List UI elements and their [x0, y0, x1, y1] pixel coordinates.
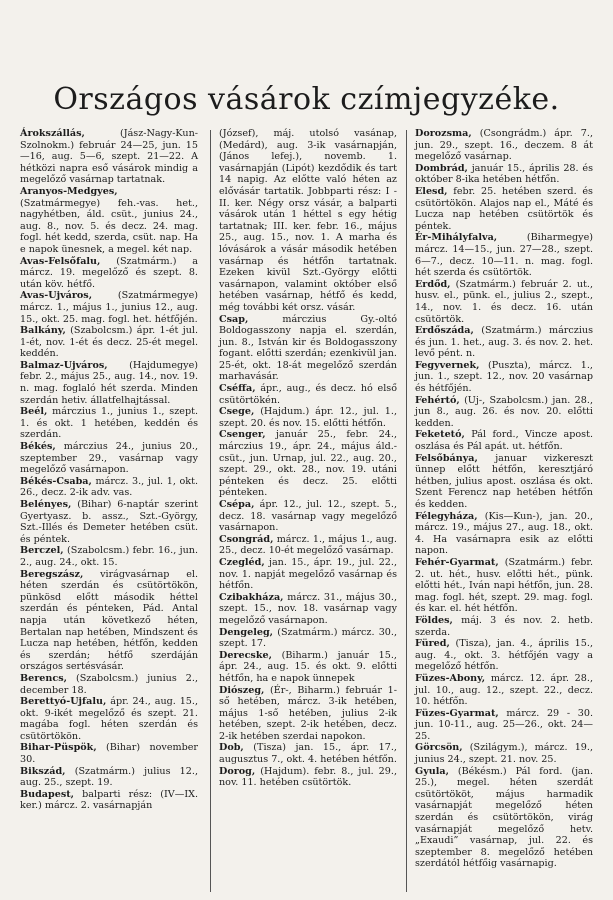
fair-dates: ápr. 24., aug. 15., okt. 9-ikét megelőző és szept. 21. magába fogl. héten szerdán és csütörtökön. [20, 696, 198, 742]
town-name: Dorozsma, [415, 128, 472, 139]
town-name: Füzes-Gyarmat, [415, 707, 499, 719]
fair-dates: jan. 15., ápr. 19., jul. 22., nov. 1. napját megelőző vasárnap és hétfőn. [219, 556, 397, 592]
fair-entry [415, 615, 593, 638]
fair-entry [219, 627, 397, 650]
town-name: Ér-Mihályfalva, [415, 232, 498, 244]
town-name: Berettyó-Ujfalu, [20, 696, 107, 708]
fair-dates: január 15., április 28. és október 8-ika hetében hétfőn. [415, 162, 593, 186]
town-name: Budapest, [20, 788, 74, 800]
fair-dates: márcz. 29 - 30. jun. 10-11., aug. 25—26., okt. 24—25. [415, 707, 593, 742]
town-name: Avas-Felsőfalu, [20, 255, 101, 267]
town-name: Dombrád, [415, 162, 468, 174]
fair-dates: január 25., febr. 24., márczius 19., ápr. 24., május áld.-csüt., jun. Urnap, jul. 22., aug. 20., szept. 29., okt. 28., nov. 19. utáni pénteken és decz. 25. előtti pénteken. [219, 429, 397, 499]
fair-dates: (Szatmárm.) márcz. 30., szept. 17. [219, 626, 397, 650]
town-name: Csege, [219, 406, 255, 418]
town-name: Balmaz-Ujváros, [20, 359, 108, 371]
fair-entry [415, 186, 593, 232]
town-name: Dob, [219, 742, 244, 754]
fair-dates: (Biharm.) január 15., ápr. 24., aug. 15. és okt. 9. előtti hétfőn, ha e napok ünnepek [219, 649, 397, 684]
fair-dates: (Jász-Nagy-Kun-Szolnokm.) február 24—25, jun. 15—16, aug. 5—6, szept. 21—22. A hétközi napra eső vásárok mindig a megelőző vasárnap tartatnak. [20, 128, 198, 186]
fair-dates: (Kis—Kun-), jan. 20., márcz. 19., május 27., aug. 18., okt. 4. Ha vasárnapra esik az előtti napon. [415, 510, 593, 557]
fair-dates: (Szatmárm.) a márcz. 19. megelőző és szept. 8. után köv. hétfő. [20, 255, 198, 290]
fair-entry [415, 128, 593, 163]
fair-dates: ápr., aug., és decz. hó első csütörtökén. [219, 383, 397, 406]
fair-entry [415, 360, 593, 395]
fair-dates: (Uj-, Szabolcsm.) jan. 28., jun 8., aug. 26. és nov. 20. előtti kedden. [415, 394, 593, 429]
fair-dates: febr. 25. hetében szerd. és csütörtökön. Alajos nap el., Máté és Lucza nap hetében csütörtök és péntek. [415, 185, 593, 232]
fair-dates: márcz. 3., jul. 1, okt. 26., decz. 2-ik adv. vas. [20, 475, 198, 499]
fair-entry [20, 499, 198, 545]
fair-entry [219, 499, 397, 534]
fair-entry [415, 673, 593, 708]
fair-dates: márcz. 1., május 1., aug. 25., decz. 10-ét megelőző vasárnap. [219, 533, 397, 557]
fair-entry [20, 569, 198, 673]
fair-entry [415, 163, 593, 186]
town-name: Csap, [219, 313, 249, 325]
fair-entry [219, 429, 397, 499]
town-name: Cséffa, [219, 383, 256, 395]
fair-dates: márcz. 12. ápr. 28., jul. 10., aug. 12., szept. 22., decz. 10. hétfőn. [415, 672, 593, 708]
fair-dates: máj. 3 és nov. 2. hetb. szerda. [415, 614, 593, 638]
fair-dates: (Szabolcsm.) febr. 16., jun. 2., aug. 24., okt. 15. [20, 545, 198, 568]
fair-dates: (Szatmármegye) márcz. 1., május 1., junius 12., aug. 15., okt. 25. mag. fogl. het. hétfőjén. [20, 290, 198, 325]
town-name: Elesd, [415, 185, 448, 197]
fair-dates: márczius 24., junius 20., szeptember 29., vasárnap vagy megelőző vasárnapon. [20, 441, 198, 476]
fair-dates: virágvasárnap el. héten szerdán és csütörtökön, pünkösd előtt második héttel szerdán és pénteken, Pád. Antal napja után következő héten, Bertalan nap hetében, Mindszent és Lucza nap hetében, hétfőn, kedden és szerdán; hétfő szerdáján országos sertésvásár. [20, 568, 198, 673]
town-name: Békés-Csaba, [20, 475, 92, 487]
fair-entry [20, 360, 198, 406]
fair-entry [219, 766, 397, 789]
town-name: Füzes-Abony, [415, 672, 486, 684]
town-name: Dengeleg, [219, 626, 274, 638]
column-divider [210, 130, 211, 892]
fair-entry [415, 429, 593, 452]
town-name: Aranyos-Medgyes, [20, 185, 118, 197]
fair-entry [219, 557, 397, 592]
town-name: Csenger, [219, 429, 266, 441]
town-name: Avas-Ujváros, [20, 290, 93, 302]
town-name: Földes, [415, 614, 453, 626]
fair-entry [415, 638, 593, 673]
town-name: Berczel, [20, 545, 64, 557]
fair-entry [219, 128, 397, 314]
fair-dates: (Biharmegye) márcz. 14—15., jun. 27—28., szept. 6—7., decz. 10—11. n. mag. fogl. hét szerda és csütörtök. [415, 232, 593, 279]
town-name: Diószeg, [219, 684, 265, 696]
fair-entry [20, 406, 198, 441]
fair-dates: balparti rész: (IV—IX. ker.) márcz. 2. vasárnapján [20, 788, 198, 812]
town-name: Füred, [415, 638, 450, 650]
fair-entry [219, 406, 397, 429]
town-name: Czegléd, [219, 556, 265, 568]
town-name: Gyula, [415, 765, 449, 777]
fair-entry [20, 441, 198, 476]
town-name: Derecske, [219, 649, 272, 661]
fair-dates: (Szatmárm.) február 2. ut., husv. el., pünk. el., julius 2., szept., 14., nov. 1. és decz. 16. után csütörtök. [415, 278, 593, 325]
fair-dates: ápr. 12., jul. 12., szept. 5., decz. 18. vasárnap vagy megelőző vasárnapon. [219, 499, 397, 534]
fair-entry [415, 766, 593, 870]
column-2 [219, 128, 397, 789]
fair-entry [20, 696, 198, 742]
fair-entry [415, 325, 593, 360]
fair-dates: (Bihar) 6-naptár szerint Gyertyasz. b. assz., Szt.-György, Szt.-Illés és Demeter hetében csüt. és péntek. [20, 499, 198, 545]
town-name: Berencs, [20, 672, 67, 684]
fair-dates: (Csongrádm.) ápr. 7., jun. 29., szept. 16., deczem. 8 át megelőző vasárnap. [415, 128, 593, 163]
town-name: Feketetó, [415, 429, 465, 441]
town-name: Beél, [20, 406, 48, 418]
fair-entry [219, 314, 397, 384]
fair-entry [219, 383, 397, 406]
town-name: Felsőbánya, [415, 452, 478, 464]
fair-entry [415, 395, 593, 430]
town-name: Fehér-Gyarmat, [415, 556, 499, 568]
fair-entry [415, 742, 593, 765]
town-name: Fehértó, [415, 394, 460, 406]
fair-dates: (Hajdumegye) febr. 2., május 25., aug. 14., nov. 19. n. mag. foglaló hét szerda. Minden szerdán hetiv. állatfelhajtással. [20, 359, 198, 406]
fair-entry [20, 742, 198, 765]
fair-dates: (Hajdum). febr. 8., jul. 29., nov. 11. hetében csütörtök. [219, 765, 397, 789]
town-name: Csongrád, [219, 533, 274, 545]
town-name: Békés, [20, 441, 56, 453]
fair-entry [20, 128, 198, 186]
fair-dates: (Szabolcsm.) ápr. 1-ét jul. 1-ét, nov. 1-ét és decz. 25-ét megel. keddén. [20, 325, 198, 360]
town-name: Balkány, [20, 325, 66, 337]
page-title: Országos vásárok czímjegyzéke. [53, 82, 560, 117]
town-name: Dorog, [219, 765, 256, 777]
fair-dates: januar vizkereszt ünnep előtt hétfőn, keresztjáró hétben, julius apost. oszlása és okt. Szent Ferencz nap hetében hétfőn és kedden. [415, 452, 593, 510]
town-name: Bihar-Püspök, [20, 742, 97, 754]
fair-dates: (Hajdum.) ápr. 12., jul. 1., szept. 20. és nov. 15. előtti hétfőn. [219, 406, 397, 429]
fair-dates: (Szatmármegye) feh.-vas. het., nagyhétben, áld. csüt., junius 24., aug. 8., nov. 5. és decz. 24. mag. fogl. hét kedd, szerda, csüt. nap. Ha e napok ünesnek, a megel. két nap. [20, 197, 198, 255]
column-1 [20, 128, 198, 812]
fair-entry [219, 534, 397, 557]
fair-dates: (Szilágym.), márcz. 19., junius 24., szept. 21. nov. 25. [415, 742, 593, 766]
town-name: Bikszád, [20, 765, 66, 777]
town-name: Fegyvernek, [415, 359, 480, 371]
fair-entry [20, 476, 198, 499]
fair-dates: (Békésm.) Pál ford. (jan. 25.), megel. héten szerdát csütörtököt, május harmadik vasárnapját megelőző héten szerdán és csütörtökön, virág vasárnapját megelőző hetv. „Exaudi” vasárnap, jul. 22. és szeptember 8. megelőző hetében szerdától hétfőig vasárnapig. [415, 765, 593, 870]
town-name: Beregszász, [20, 568, 84, 580]
fair-entry [415, 708, 593, 743]
column-divider [406, 130, 407, 892]
town-name: Belényes, [20, 499, 72, 510]
fair-entry [20, 545, 198, 568]
fair-dates: (Szabolcsm.) junius 2., december 18. [20, 672, 198, 696]
fair-entry [20, 673, 198, 696]
fair-dates: (Szatmárm.) márczius és jun. 1. het., aug. 3. és nov. 2. het. levő pént. n. [415, 325, 593, 360]
fair-dates: márczius Gy.-oltó Boldogasszony napja el. szerdán, jun. 8., István kir és Boldogasszony fogant. előtti szerdán; ezenkivül jan. 25-ét, okt. 18-át megelőző szerdán marhavásár. [219, 313, 397, 383]
fair-entry [20, 290, 198, 325]
fair-entry [20, 789, 198, 812]
town-name: Erdőszáda, [415, 325, 474, 337]
fair-entry [415, 279, 593, 325]
fair-entry [415, 453, 593, 511]
town-name: Félegyháza, [415, 510, 478, 522]
fair-dates: (Bihar) november 30. [20, 742, 198, 766]
fair-entry [219, 742, 397, 765]
fair-dates: (Tisza) jan. 15., ápr. 17., augusztus 7., okt. 4. hetében hétfőn. [219, 742, 397, 766]
fair-entry [20, 256, 198, 291]
town-name: Erdőd, [415, 278, 451, 290]
fair-dates: márczius 1., junius 1., szept. 1. és okt. 1 hetében, keddén és szerdán. [20, 406, 198, 441]
town-name: Árokszállás, [20, 128, 85, 139]
town-name: Czibakháza, [219, 591, 284, 603]
fair-entry [415, 557, 593, 615]
town-name: Görcsön, [415, 742, 463, 754]
fair-entry [219, 650, 397, 685]
fair-dates: Pál ford., Vincze apost. oszlása és Pál apát. ut. hétfőn. [415, 429, 593, 453]
town-name: Csépa, [219, 499, 255, 510]
fair-entry [20, 186, 198, 256]
fair-dates: (Puszta), márcz. 1., jun. 1., szept. 12., nov. 20 vasárnap és hétfőjén. [415, 359, 593, 395]
fair-dates: (József), máj. utolsó vasánap, (Medárd), aug. 3-ik vasárnapján, (János lefej.), novemb. 1. vasárnapján (Lipót) kezdődik és tart 14 napig. Az előtte való héten az elővásár tartatik. Jobbparti rész: I - II. ker. Négy orsz vásár, a balparti vásárok után 1 héttel s egy hétig tartatnak; III. ker. febr. 16., május 25., aug. 15., nov. 1. A marha és lóvásárok a vásár második hetében vasárnap és hétfőn tartatnak. Ezeken kivül Szt.-György előtti vasárnapon, valamint október első hetében vasárnap, hétfő és kedd, még további két orsz. vásár. [219, 128, 397, 313]
fair-dates: (Ér-, Biharm.) február 1-ső hetében, márcz. 3-ik hetében, május 1-ső hetében, julius 2-ik hetében, szept. 2-ik hetében, decz. 2-ik hetében szerdai napokon. [219, 684, 397, 742]
fair-entry [219, 685, 397, 743]
fair-entry [20, 325, 198, 360]
fair-dates: (Tisza), jan. 4., április 15., aug. 4., okt. 3. hétfőjén vagy a megelőző hétfőn. [415, 638, 593, 673]
fair-entry [415, 511, 593, 557]
fair-entry [415, 232, 593, 278]
column-3 [415, 128, 593, 870]
fair-entry [219, 592, 397, 627]
fair-entry [20, 766, 198, 789]
fair-dates: (Szatmárm.) febr. 2. ut. hét., husv. előtti hét., pünk. előtti hét., Iván napi hétfőn, jun. 28. mag. fogl. hét, szept. 29. mag. fogl. és kar. el. hét hétfőn. [415, 556, 593, 615]
fair-dates: (Szatmárm.) julius 12., aug. 25., szept. 19. [20, 765, 198, 789]
fair-dates: márcz. 31., május 30., szept. 15., nov. 18. vasárnap vagy megelőző vasárnapon. [219, 591, 397, 626]
